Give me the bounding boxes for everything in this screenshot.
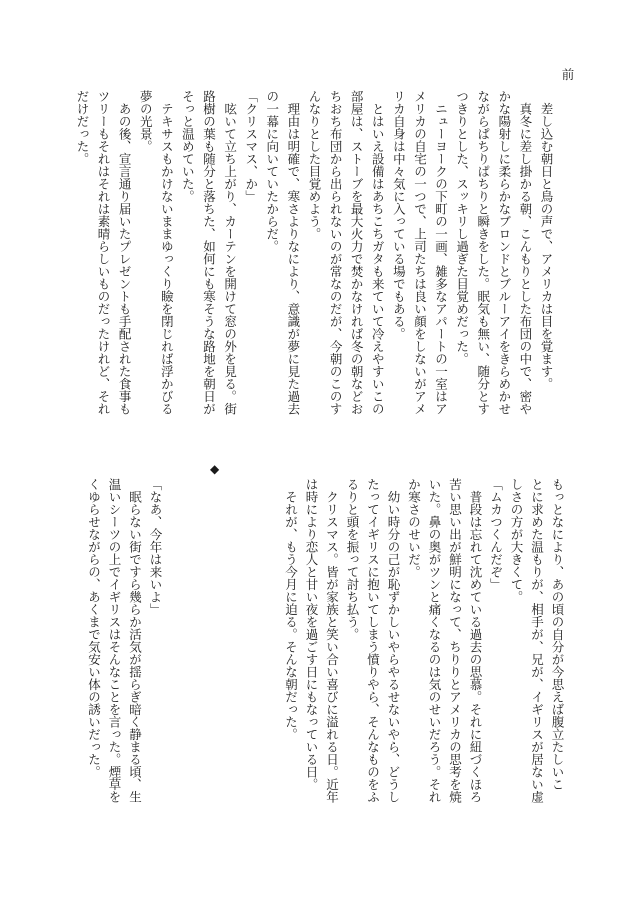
lower-tier-text-after-break: [83, 478, 165, 804]
text-line: 路樹の葉も随分と落ちた、如何にも寒そうな路地を朝日が: [201, 90, 217, 415]
text-line: そっと温めていた。: [180, 90, 196, 203]
text-line: もっとなにより、あの頃の自分が今思えば腹立たしいこ: [550, 478, 565, 791]
text-line: たってイギリスに抱いてしまう憤りやら、そんなものをふ: [365, 478, 381, 803]
text-line: テキサスもかけないままゆっくり瞼を閉じれば浮かびる: [159, 90, 175, 415]
text-line: リカ自身は中々気に入っている場でもある。: [391, 90, 407, 340]
text-line: 普段は忘れて沈めている過去の思慕。それに紐づくほろ: [468, 478, 483, 803]
text-line: だけだった。: [74, 90, 90, 165]
text-line: かな陽射しに柔らかなブロンドとブルーアイをきらめかせ: [496, 90, 512, 415]
text-line: ツリーもそれはそれは素晴らしいものだったけれど、それ: [96, 90, 112, 415]
dialogue-line: 「クリスマス、か」: [243, 90, 259, 203]
page-heading: 前: [560, 68, 575, 81]
text-line: 真冬に差し掛かる朝、こんもりとした布団の中で、密や: [517, 90, 533, 415]
text-line: それが、もう今月に迫る。そんな朝だった。: [283, 478, 299, 741]
lower-tier-text-before-break: [280, 478, 567, 804]
dialogue-line: 「ムカつくんだぞ」: [488, 478, 504, 591]
text-line: 温いシーツの上でイギリスはそんなことを言った。煙草を: [107, 478, 122, 803]
text-line: クリスマス。皆が家族と笑い合い喜びに溢れる日。近年: [324, 478, 340, 803]
text-line: とはいえ設備はあちこちガタも来ていて冷えやすいこの: [370, 90, 386, 415]
text-line: か寒さのせいだ。: [406, 478, 422, 578]
scene-break-diamond-icon: ◆: [210, 462, 220, 476]
text-line: 理由は明確で、寒さよりなにより、意識が夢に見た過去: [285, 90, 301, 415]
text-line: 部屋は、ストーブを最大火力で焚かなければ冬の朝などお: [349, 90, 365, 415]
text-line: の一幕に向いていたからだ。: [264, 90, 280, 253]
text-line: あの後、宣言通り届いたプレゼントも手配された食事も: [117, 90, 133, 415]
text-line: 夢の光景。: [138, 90, 154, 153]
text-line: 苦い思い出が鮮明になって、ちりりとアメリカの思考を焼: [447, 478, 463, 803]
text-line: とに求めた温もりが、相手が、兄が、イギリスが居ない虚: [529, 478, 545, 803]
text-line: つきりとした、スッキリし過ぎた目覚めだった。: [454, 90, 470, 365]
text-line: 眠らない街ですら幾らか活気が揺らぎ暗く静まる頃、生: [127, 478, 143, 803]
dialogue-line: 「なあ、今年は来いよ」: [148, 478, 163, 616]
upper-tier-text: [72, 90, 557, 416]
text-line: るりと頭を振って討ち払う。: [345, 478, 360, 641]
text-line: メリカの自宅の一つで、上司たちは良い顔をしないがアメ: [412, 90, 428, 415]
text-line: は時により恋人と甘い夜を過ごす日にもなっている日。: [304, 478, 319, 791]
text-line: いた。鼻の奥がツンと痛くなるのは気のせいだろう。それ: [427, 478, 442, 803]
text-line: ながらぱちりぱちりと瞬きをした。眠気も無い、随分とす: [475, 90, 491, 415]
text-line: 呟いて立ち上がり、カーテンを開けて窓の外を見る。街: [222, 90, 238, 415]
text-line: ニューヨークの下町の一画、雑多なアパートの一室はア: [433, 90, 449, 415]
text-line: くゆらせながらの、あくまで気安い体の誘いだった。: [86, 478, 102, 778]
text-line: んなりとした目覚めよう。: [306, 90, 322, 240]
text-line: 幼い時分の己が恥ずかしいやらやるせないやら、どうし: [386, 478, 401, 803]
text-line: ちおち布団から出られないのが常なのだが、今朝のこのす: [328, 90, 344, 415]
text-line: しさの方が大きくて。: [509, 478, 524, 603]
text-line: 差し込む朝日と鳥の声で、アメリカは目を覚ます。: [539, 90, 554, 390]
